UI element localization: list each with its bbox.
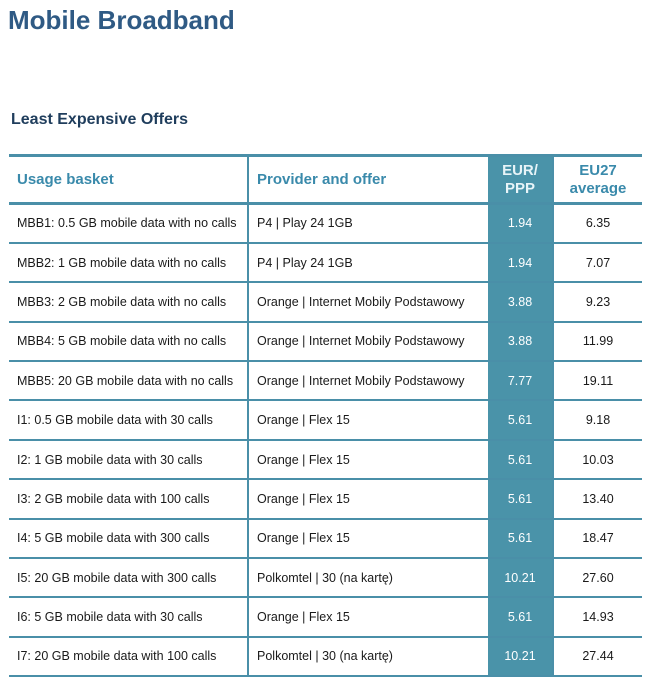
cell-usage-basket: MBB2: 1 GB mobile data with no calls bbox=[9, 243, 248, 282]
table-row bbox=[9, 204, 642, 243]
cell-eur-ppp: 10.21 bbox=[488, 558, 553, 597]
cell-provider-offer: Orange | Flex 15 bbox=[248, 479, 488, 518]
table-row bbox=[9, 479, 642, 518]
cell-usage-basket: I6: 5 GB mobile data with 30 calls bbox=[9, 597, 248, 636]
header-usage-basket: Usage basket bbox=[9, 156, 248, 204]
cell-eu27-average: 18.47 bbox=[553, 519, 642, 558]
cell-eu27-average: 7.07 bbox=[553, 243, 642, 282]
cell-eu27-average: 9.23 bbox=[553, 282, 642, 321]
cell-provider-offer: Orange | Internet Mobily Podstawowy bbox=[248, 282, 488, 321]
cell-usage-basket: MBB3: 2 GB mobile data with no calls bbox=[9, 282, 248, 321]
cell-provider-offer: Orange | Flex 15 bbox=[248, 597, 488, 636]
cell-eu27-average: 14.93 bbox=[553, 597, 642, 636]
cell-eu27-average: 9.18 bbox=[553, 400, 642, 439]
cell-eur-ppp: 3.88 bbox=[488, 282, 553, 321]
header-provider-offer: Provider and offer bbox=[248, 156, 488, 204]
table-row bbox=[9, 243, 642, 282]
cell-eu27-average: 11.99 bbox=[553, 322, 642, 361]
cell-usage-basket: MBB4: 5 GB mobile data with no calls bbox=[9, 322, 248, 361]
table-row bbox=[9, 519, 642, 558]
cell-usage-basket: I3: 2 GB mobile data with 100 calls bbox=[9, 479, 248, 518]
cell-usage-basket: MBB1: 0.5 GB mobile data with no calls bbox=[9, 204, 248, 243]
cell-eur-ppp: 1.94 bbox=[488, 204, 553, 243]
cell-eur-ppp: 10.21 bbox=[488, 637, 553, 676]
cell-eur-ppp: 5.61 bbox=[488, 479, 553, 518]
table-row bbox=[9, 282, 642, 321]
cell-eur-ppp: 7.77 bbox=[488, 361, 553, 400]
cell-provider-offer: Polkomtel | 30 (na kartę) bbox=[248, 637, 488, 676]
cell-provider-offer: Orange | Internet Mobily Podstawowy bbox=[248, 361, 488, 400]
cell-provider-offer: Orange | Flex 15 bbox=[248, 519, 488, 558]
cell-usage-basket: I5: 20 GB mobile data with 300 calls bbox=[9, 558, 248, 597]
offers-table bbox=[9, 154, 642, 677]
cell-provider-offer: Orange | Flex 15 bbox=[248, 440, 488, 479]
section-title: Least Expensive Offers bbox=[11, 111, 188, 128]
header-eur-ppp bbox=[488, 156, 553, 204]
table-row bbox=[9, 440, 642, 479]
cell-eur-ppp: 5.61 bbox=[488, 440, 553, 479]
cell-usage-basket: I7: 20 GB mobile data with 100 calls bbox=[9, 637, 248, 676]
table-row bbox=[9, 558, 642, 597]
header-eur-line2: PPP bbox=[504, 179, 535, 197]
cell-eur-ppp: 1.94 bbox=[488, 243, 553, 282]
cell-provider-offer: Orange | Internet Mobily Podstawowy bbox=[248, 322, 488, 361]
table-body bbox=[9, 204, 642, 677]
table-row bbox=[9, 322, 642, 361]
cell-eu27-average: 27.44 bbox=[553, 637, 642, 676]
cell-eu27-average: 19.11 bbox=[553, 361, 642, 400]
header-avg-line2: average bbox=[569, 179, 627, 197]
table-row bbox=[9, 361, 642, 400]
cell-eu27-average: 13.40 bbox=[553, 479, 642, 518]
table-row bbox=[9, 400, 642, 439]
cell-provider-offer: P4 | Play 24 1GB bbox=[248, 204, 488, 243]
header-eur-line1: EUR/ bbox=[502, 161, 538, 179]
header-avg-line1: EU27 bbox=[579, 161, 617, 179]
cell-provider-offer: P4 | Play 24 1GB bbox=[248, 243, 488, 282]
cell-eur-ppp: 3.88 bbox=[488, 322, 553, 361]
cell-eur-ppp: 5.61 bbox=[488, 519, 553, 558]
cell-usage-basket: I1: 0.5 GB mobile data with 30 calls bbox=[9, 400, 248, 439]
cell-eu27-average: 6.35 bbox=[553, 204, 642, 243]
cell-eu27-average: 27.60 bbox=[553, 558, 642, 597]
cell-usage-basket: I4: 5 GB mobile data with 300 calls bbox=[9, 519, 248, 558]
cell-provider-offer: Polkomtel | 30 (na kartę) bbox=[248, 558, 488, 597]
cell-usage-basket: I2: 1 GB mobile data with 30 calls bbox=[9, 440, 248, 479]
cell-eur-ppp: 5.61 bbox=[488, 400, 553, 439]
table-header bbox=[9, 156, 642, 204]
cell-provider-offer: Orange | Flex 15 bbox=[248, 400, 488, 439]
cell-usage-basket: MBB5: 20 GB mobile data with no calls bbox=[9, 361, 248, 400]
cell-eu27-average: 10.03 bbox=[553, 440, 642, 479]
header-row bbox=[9, 156, 642, 204]
header-eu27-average bbox=[553, 156, 642, 204]
table-row bbox=[9, 637, 642, 676]
page-title: Mobile Broadband bbox=[8, 5, 235, 35]
cell-eur-ppp: 5.61 bbox=[488, 597, 553, 636]
table-row bbox=[9, 597, 642, 636]
